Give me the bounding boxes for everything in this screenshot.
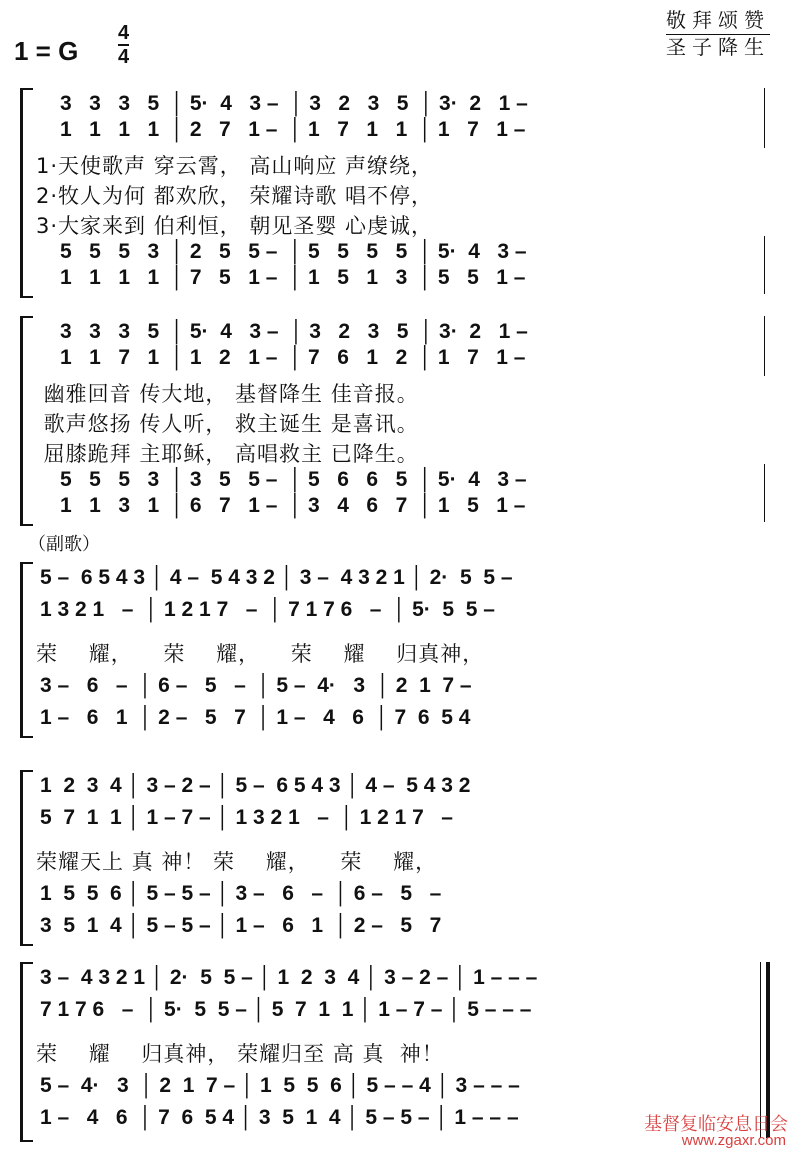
end-barline xyxy=(764,316,765,376)
watermark-site-name: 基督复临安息日会 xyxy=(644,1114,788,1135)
key-signature: 1 = G xyxy=(14,36,79,66)
alto-row: 1 1 1 1 │ 2 7 1 – │ 1 7 1 1 │ 1 7 1 – xyxy=(60,118,526,141)
soprano-row: 3 3 3 5 │ 5· 4 3 – │ 3 2 3 5 │ 3· 2 1 – xyxy=(60,320,528,343)
system-bracket xyxy=(20,316,33,526)
lyric-verse-1: 幽雅回音 传大地， 基督降生 佳音报。 xyxy=(36,382,419,406)
chorus-label: （副歌） xyxy=(28,534,100,555)
watermark-url: www.zgaxr.com xyxy=(681,1132,786,1149)
soprano-row: 3 3 3 5 │ 5· 4 3 – │ 3 2 3 5 │ 3· 2 1 – xyxy=(60,92,528,115)
time-top: 4 xyxy=(118,22,130,44)
lyric-verse-2: 2·牧人为何 都欢欣， 荣耀诗歌 唱不停， xyxy=(36,184,434,208)
system-4 xyxy=(0,770,800,950)
soprano-row: 3 – 4 3 2 1 │ 2· 5 5 – │ 1 2 3 4 │ 3 – 2 – │ 1 – – – xyxy=(40,966,538,989)
lyric-verse-1: 1·天使歌声 穿云霄， 高山响应 声缭绕， xyxy=(36,154,434,178)
tenor-row: 5 5 5 3 │ 3 5 5 – │ 5 6 6 5 │ 5· 4 3 – xyxy=(60,468,527,491)
bass-row: 1 1 3 1 │ 6 7 1 – │ 3 4 6 7 │ 1 5 1 – xyxy=(60,494,526,517)
tenor-row: 3 – 6 – │ 6 – 5 – │ 5 – 4· 3 │ 2 1 7 – xyxy=(40,674,472,697)
system-1 xyxy=(0,88,800,298)
lyric-verse-3: 3·大家来到 伯利恒， 朝见圣婴 心虔诚， xyxy=(36,214,434,238)
end-barline xyxy=(764,88,765,148)
lyric-chorus: 荣耀天上 真 神！ 荣 耀， 荣 耀， xyxy=(36,850,438,874)
system-2 xyxy=(0,316,800,526)
title-category: 敬拜颂赞 xyxy=(666,8,770,35)
system-bracket xyxy=(20,562,33,738)
tenor-row: 1 5 5 6 │ 5 – 5 – │ 3 – 6 – │ 6 – 5 – xyxy=(40,882,442,905)
system-bracket xyxy=(20,88,33,298)
alto-row: 1 1 7 1 │ 1 2 1 – │ 7 6 1 2 │ 1 7 1 – xyxy=(60,346,526,369)
lyric-verse-2: 歌声悠扬 传人听， 救主诞生 是喜讯。 xyxy=(36,412,419,436)
end-barline xyxy=(764,236,765,294)
bass-row: 3 5 1 4 │ 5 – 5 – │ 1 – 6 1 │ 2 – 5 7 xyxy=(40,914,442,937)
lyric-chorus: 荣 耀 归真神， 荣耀归至 高 真 神！ xyxy=(36,1042,444,1066)
system-bracket xyxy=(20,962,33,1142)
time-bottom: 4 xyxy=(118,46,130,68)
bass-row: 1 – 4 6 │ 7 6 5 4 │ 3 5 1 4 │ 5 – 5 – │ 1 – – – xyxy=(40,1106,519,1129)
bass-row: 1 – 6 1 │ 2 – 5 7 │ 1 – 4 6 │ 7 6 5 4 xyxy=(40,706,471,729)
soprano-row: 5 – 6 5 4 3 │ 4 – 5 4 3 2 │ 3 – 4 3 2 1 │ 2· 5 5 – xyxy=(40,566,513,589)
alto-row: 7 1 7 6 – │ 5· 5 5 – │ 5 7 1 1 │ 1 – 7 – │ 5 – – – xyxy=(40,998,532,1021)
soprano-row: 1 2 3 4 │ 3 – 2 – │ 5 – 6 5 4 3 │ 4 – 5 4 3 2 xyxy=(40,774,471,797)
title-song: 圣子降生 xyxy=(666,35,770,59)
tenor-row: 5 – 4· 3 │ 2 1 7 – │ 1 5 5 6 │ 5 – – 4 │ 3 – – – xyxy=(40,1074,520,1097)
bass-row: 1 1 1 1 │ 7 5 1 – │ 1 5 1 3 │ 5 5 1 – xyxy=(60,266,526,289)
song-titles xyxy=(666,8,770,59)
lyric-verse-3: 屈膝跪拜 主耶稣， 高唱救主 已降生。 xyxy=(36,442,419,466)
time-signature xyxy=(118,22,129,68)
system-3 xyxy=(0,562,800,742)
alto-row: 1 3 2 1 – │ 1 2 1 7 – │ 7 1 7 6 – │ 5· 5 5 – xyxy=(40,598,495,621)
end-barline xyxy=(764,464,765,522)
system-bracket xyxy=(20,770,33,946)
alto-row: 5 7 1 1 │ 1 – 7 – │ 1 3 2 1 – │ 1 2 1 7 – xyxy=(40,806,453,829)
tenor-row: 5 5 5 3 │ 2 5 5 – │ 5 5 5 5 │ 5· 4 3 – xyxy=(60,240,527,263)
lyric-chorus: 荣 耀， 荣 耀， 荣 耀 归真神， xyxy=(36,642,485,666)
